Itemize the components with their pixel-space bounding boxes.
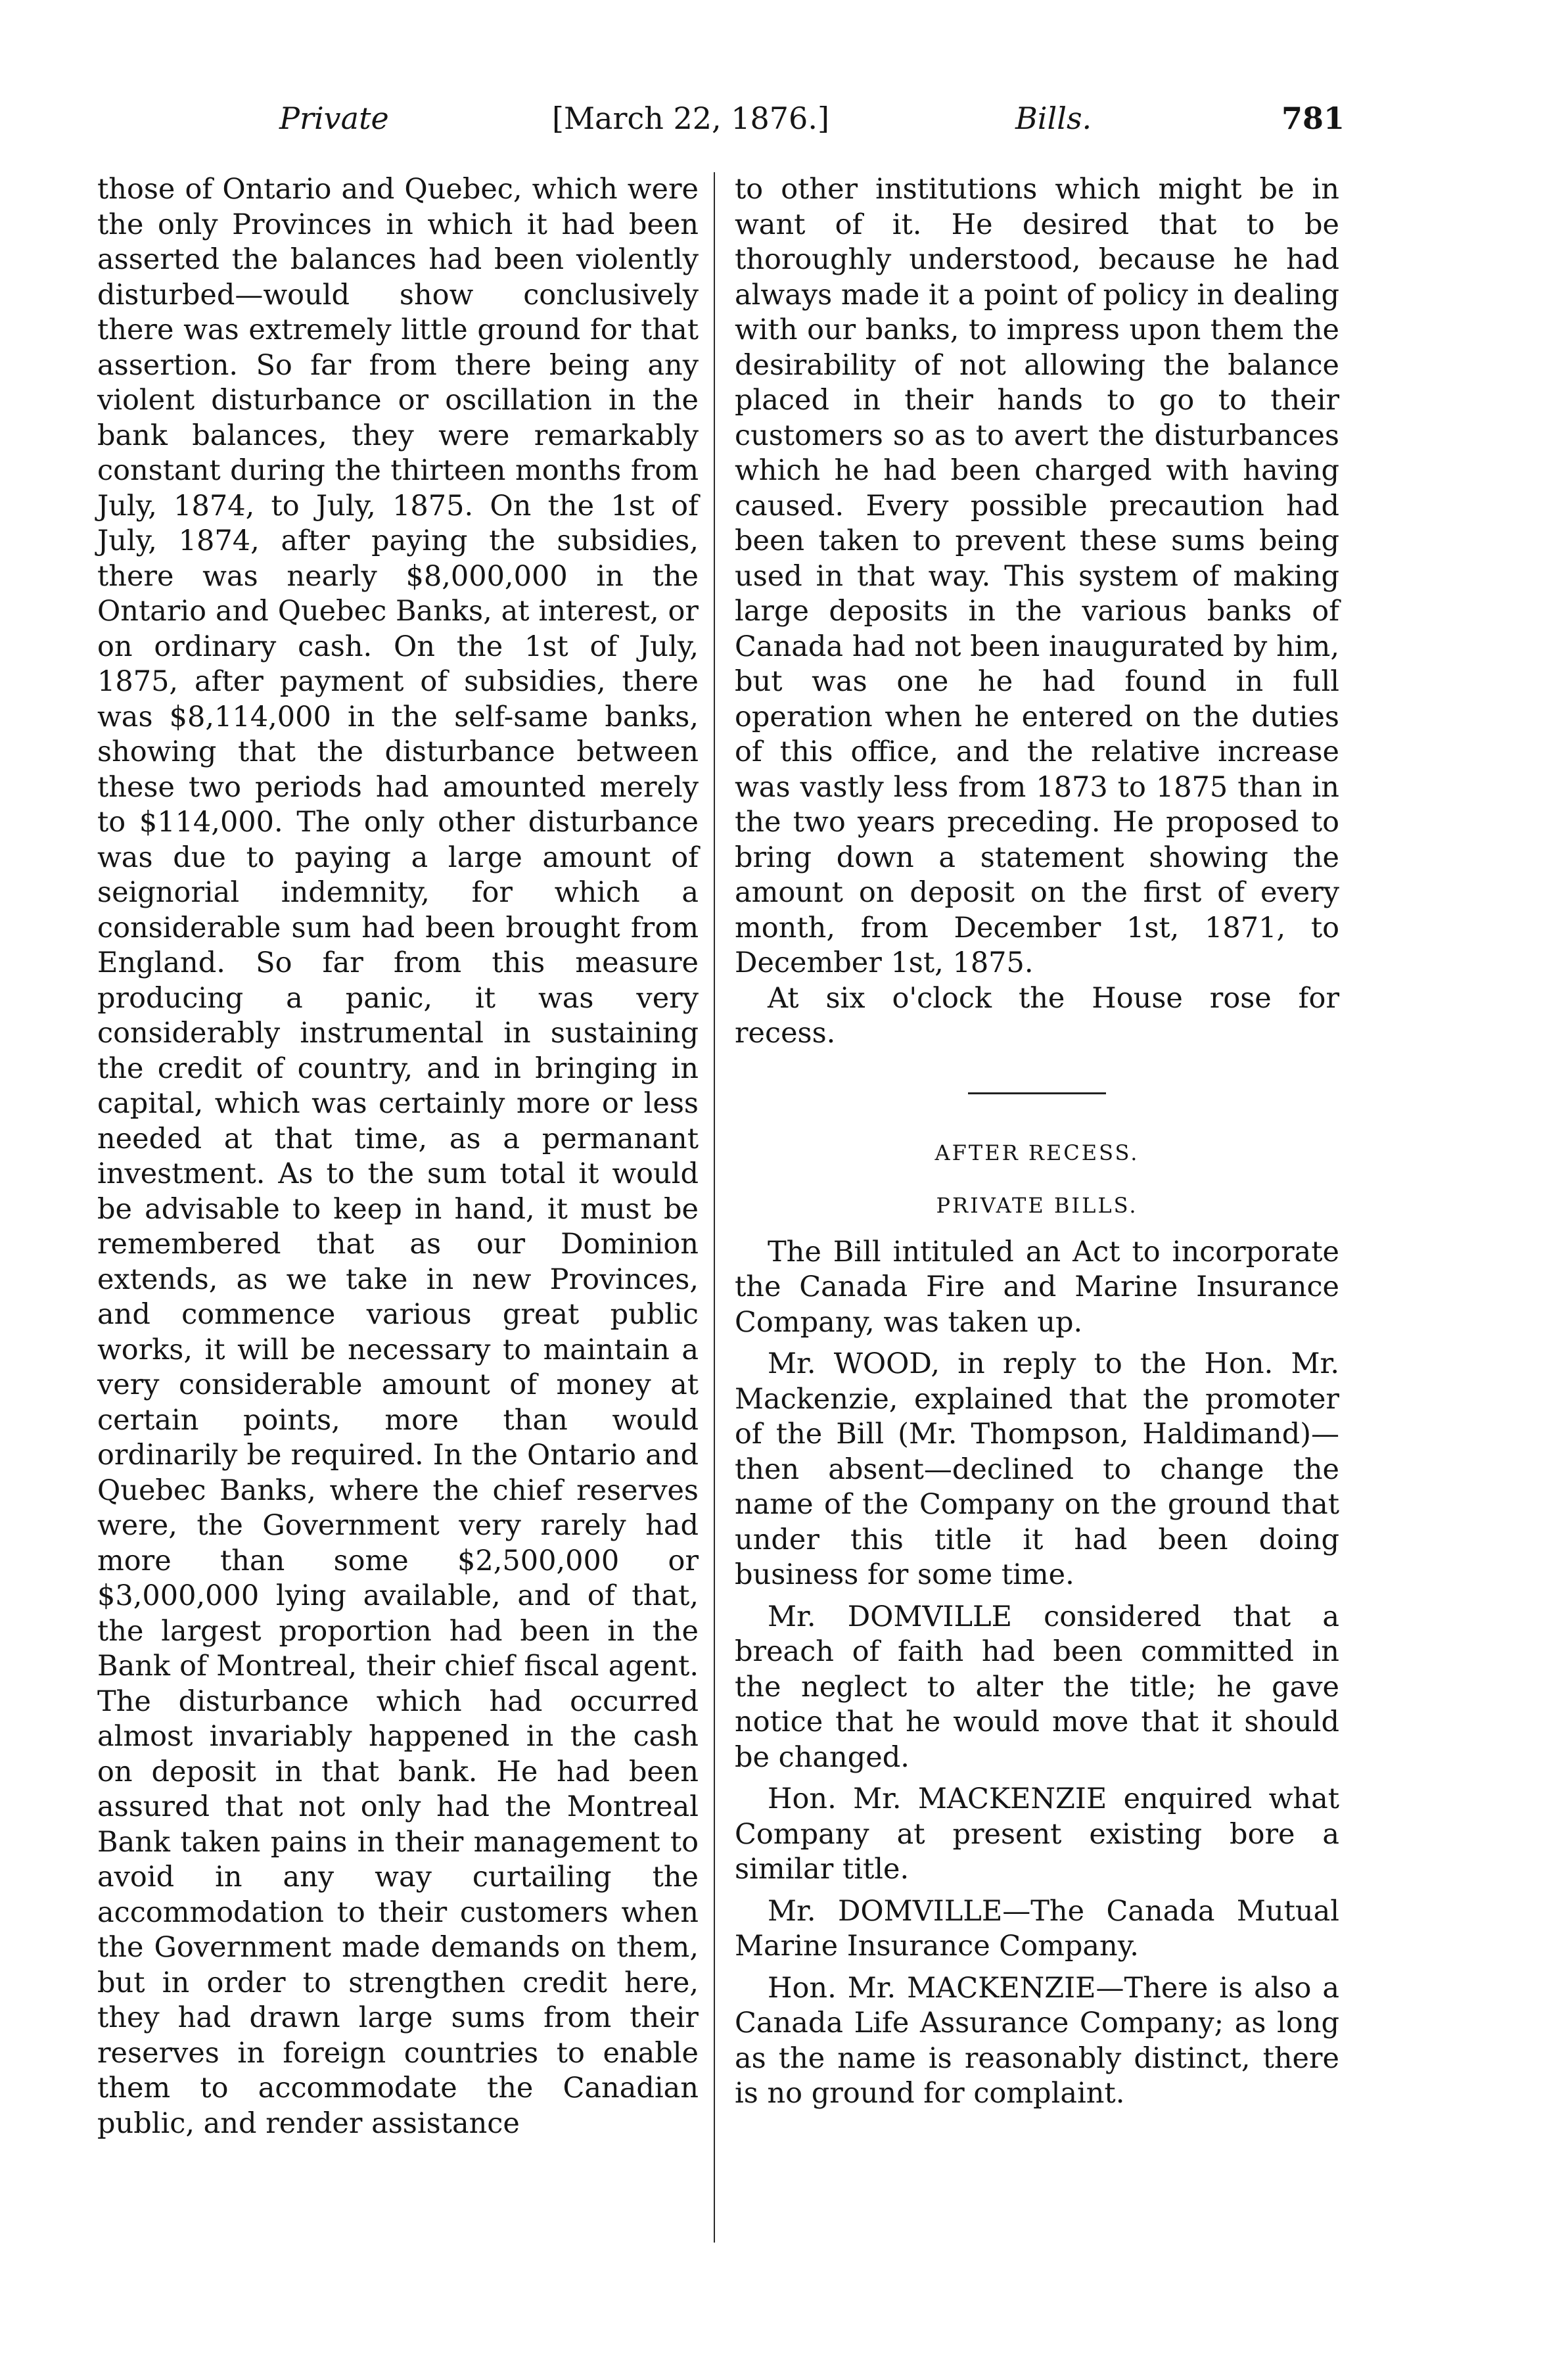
header-date: [March 22, 1876.] xyxy=(552,101,829,136)
domville-paragraph-1: Mr. DOMVILLE considered that a breach of faith had been committed in the neglect to alter the title; he gave notice that he would move that it should be changed. xyxy=(735,1600,1339,1774)
page-number: 781 xyxy=(1281,101,1345,136)
header-section-label: Private xyxy=(279,101,389,136)
header-topic-label: Bills. xyxy=(1015,101,1092,136)
mackenzie-paragraph-2: Hon. Mr. MACKENZIE—There is also a Canada Life Assurance Company; as long as the name is reasonably distinct, there is no ground for complaint. xyxy=(735,1971,1339,2110)
left-column xyxy=(97,172,699,2141)
recess-note: At six o'clock the House rose for recess. xyxy=(735,981,1339,1050)
left-paragraph-1: those of Ontario and Quebec, which were the only Provinces in which it had been asserted the balances had been violently disturbed—would show conclusively there was extremely little ground for that assertion. So far from there being any violent disturbance or oscillation in the bank balances, they were remarkably constant during the thirteen months from July, 1874, to July, 1875. On the 1st of July, 1874, after paying the subsidies, there was nearly $8,000,000 in the Ontario and Quebec Banks, at interest, or on ordinary cash. On the 1st of July, 1875, after payment of subsidies, there was $8,114,000 in the self-same banks, showing that the disturbance between these two periods had amounted merely to $114,000. The only other disturbance was due to paying a large amount of seignorial indemnity, for which a considerable sum had been brought from England. So far from this measure producing a panic, it was very considerably instrumental in sustaining the credit of country, and in bringing in capital, which was certainly more or less needed at that time, as a permanant investment. As to the sum total it would be advisable to keep in hand, it must be remembered that as our Dominion extends, as we take in new Provinces, and commence various great public works, it will be necessary to maintain a very considerable amount of money at certain points, more than would ordinarily be required. In the Ontario and Quebec Banks, where the chief reserves were, the Government very rarely had more than some $2,500,000 or $3,000,000 lying available, and of that, the largest proportion had been in the Bank of Montreal, their chief fiscal agent. The disturbance which had occurred almost invariably happened in the cash on deposit in that bank. He had been assured that not only had the Montreal Bank taken pains in their management to avoid in any way curtailing the accommodation to their customers when the Government made demands on them, but in order to strengthen credit here, they had drawn large sums from their reserves in foreign countries to enable them to accommodate the Canadian public, and render assistance xyxy=(97,173,699,2140)
section-rule xyxy=(968,1092,1106,1094)
wood-paragraph: Mr. WOOD, in reply to the Hon. Mr. Mackenzie, explained that the promoter of the Bill (Mr. Thompson, Haldimand)—then absent—declined to change the name of the Company on the ground that under this title it had been doing business for some time. xyxy=(735,1347,1339,1591)
running-header xyxy=(0,92,1568,145)
private-bills-heading: PRIVATE BILLS. xyxy=(936,1192,1138,1218)
right-column xyxy=(735,172,1339,2112)
bill-paragraph: The Bill intituled an Act to incorporate the Canada Fire and Marine Insurance Company, was taken up. xyxy=(735,1235,1339,1339)
domville-paragraph-2: Mr. DOMVILLE—The Canada Mutual Marine Insurance Company. xyxy=(735,1894,1339,1963)
after-recess-heading: AFTER RECESS. xyxy=(934,1140,1140,1165)
mackenzie-paragraph-1: Hon. Mr. MACKENZIE enquired what Company at present existing bore a similar title. xyxy=(735,1782,1339,1886)
column-divider xyxy=(714,172,715,2243)
right-paragraph-continued: to other institutions which might be in want of it. He desired that to be thoroughly understood, because he had always made it a point of policy in dealing with our banks, to impress upon them the desirability of not allowing the balance placed in their hands to go to their customers so as to avert the disturbances which he had been charged with having caused. Every possible precaution had been taken to prevent these sums being used in that way. This system of making large deposits in the various banks of Canada had not been inaugurated by him, but was one he had found in full operation when he entered on the duties of this office, and the relative increase was vastly less from 1873 to 1875 than in the two years preceding. He proposed to bring down a statement showing the amount on deposit on the first of every month, from December 1st, 1871, to December 1st, 1875. xyxy=(735,173,1339,979)
